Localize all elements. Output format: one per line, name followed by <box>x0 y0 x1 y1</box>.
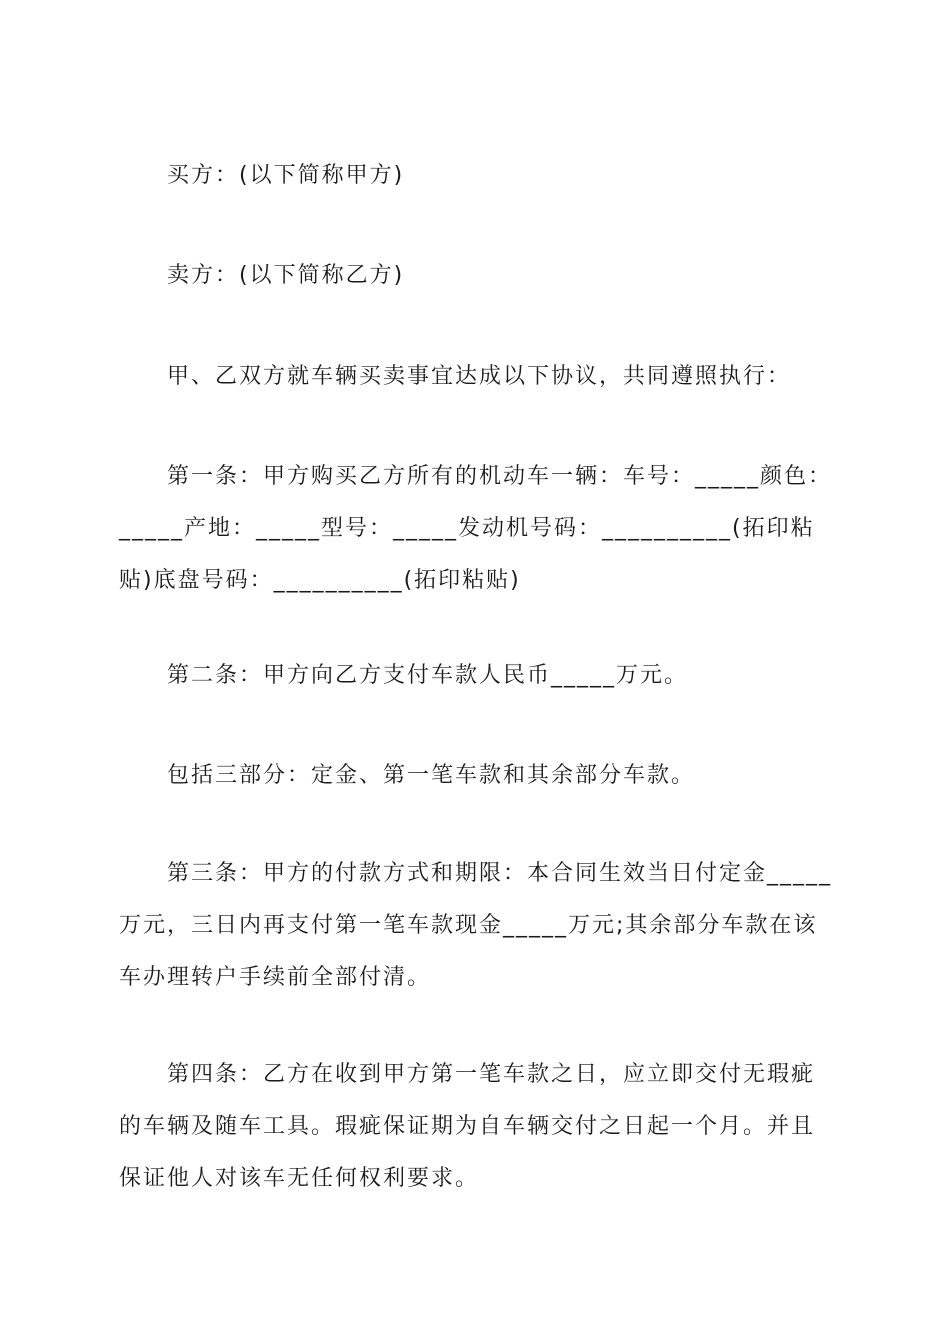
article-three: 第三条：甲方的付款方式和期限：本合同生效当日付定金_____万元，三日内再支付第一笔车款现金_____万元;其余部分车款在该车办理转户手续前全部付清。 <box>119 861 833 990</box>
article-four: 第四条：乙方在收到甲方第一笔车款之日，应立即交付无瑕疵的车辆及随车工具。瑕疵保证期为自车辆交付之日起一个月。并且保证他人对该车无任何权利要求。 <box>119 1062 816 1191</box>
article-two: 第二条：甲方向乙方支付车款人民币_____万元。 <box>167 663 689 688</box>
seller-line: 卖方：(以下简称乙方) <box>167 263 405 288</box>
article-one: 第一条：甲方购买乙方所有的机动车一辆：车号：_____颜色：_____产地：_____型号：_____发动机号码：__________(拓印粘贴)底盘号码：__________(拓印粘贴) <box>119 464 833 593</box>
payment-parts-line: 包括三部分：定金、第一笔车款和其余部分车款。 <box>167 763 696 788</box>
buyer-line: 买方：(以下简称甲方) <box>167 163 405 188</box>
agreement-intro: 甲、乙双方就车辆买卖事宜达成以下协议，共同遵照执行： <box>167 364 792 389</box>
